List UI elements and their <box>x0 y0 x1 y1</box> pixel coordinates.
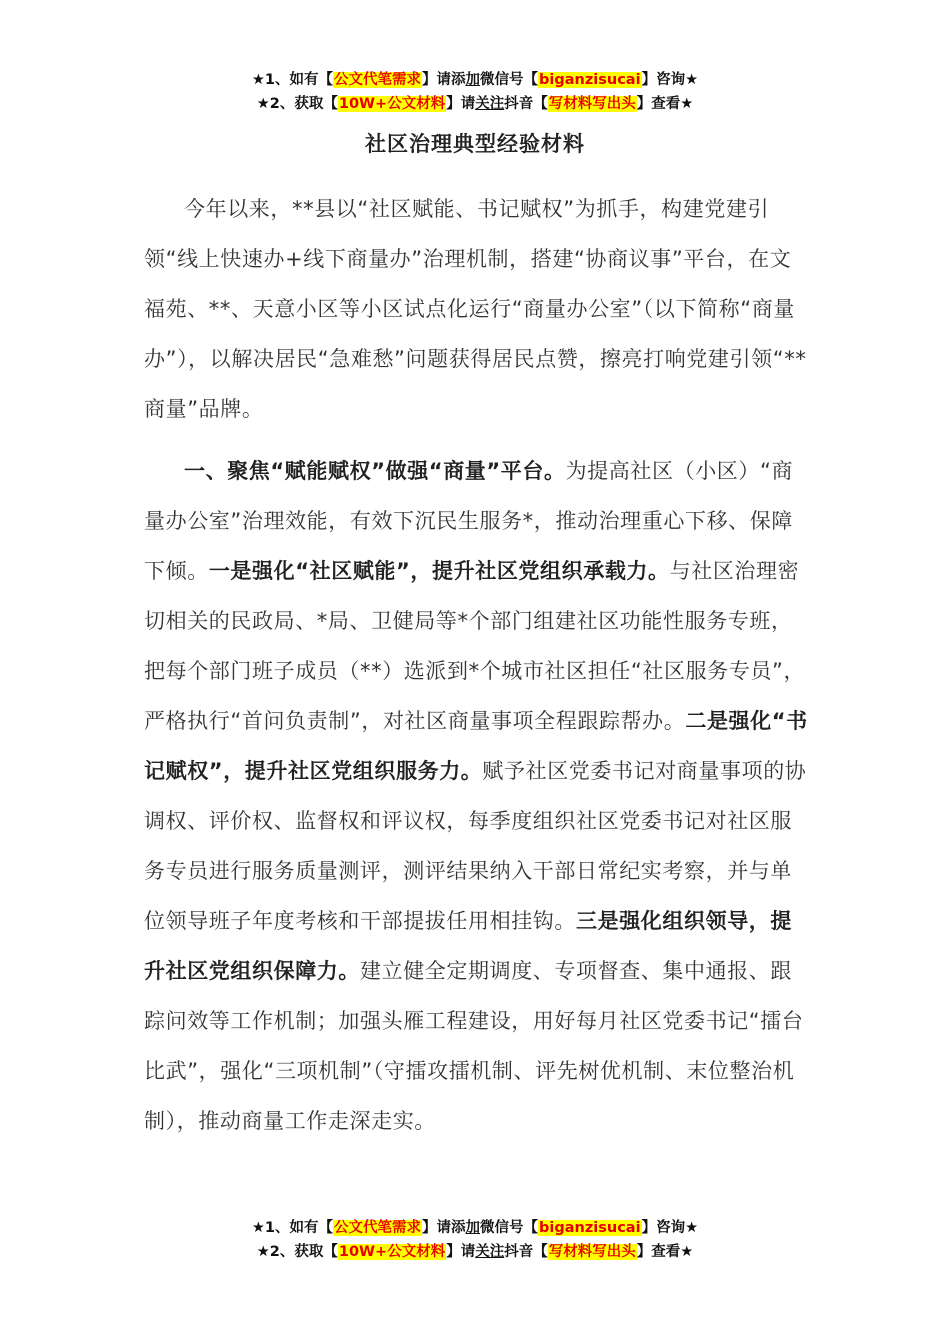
promo-line-2: ★2、获取【10W+公文材料】请关注抖音【写材料写出头】查看★ <box>256 96 694 112</box>
footer-promo-banner <box>0 1216 950 1264</box>
highlight-ghostwriting: 公文代笔需求 <box>334 72 422 88</box>
promo-line-2: ★2、获取【10W+公文材料】请关注抖音【写材料写出头】查看★ <box>256 1244 694 1260</box>
promo-line-1: ★1、如有【公文代笔需求】请添加微信号【biganzisucai】咨询★ <box>251 72 699 88</box>
section-1-paragraph: 一、聚焦“赋能赋权”做强“商量”平台。为提高社区（小区）“商量办公室”治理效能，有效下沉民生服务*，推动治理重心下移、保障下倾。一是强化“社区赋能”，提升社区党组织承载力。与社区治理密切相关的民政局、*局、卫健局等*个部门组建社区功能性服务专班，把每个部门班子成员（**）选派到*个城市社区担任“社区服务专员”，严格执行“首问负责制”，对社区商量事项全程跟踪帮办。二是强化“书记赋权”，提升社区党组织服务力。赋予社区党委书记对商量事项的协调权、评价权、监督权和评议权，每季度组织社区党委书记对社区服务专员进行服务质量测评，测评结果纳入干部日常纪实考察，并与单位领导班子年度考核和干部提拔任用相挂钩。三是强化组织领导，提升社区党组织保障力。建立健全定期调度、专项督查、集中通报、跟踪问效等工作机制；加强头雁工程建设，用好每月社区党委书记“擂台比武”，强化“三项机制”（守擂攻擂机制、评先树优机制、末位整治机制），推动商量工作走深走实。 <box>144 459 808 1133</box>
point-heading-3: 三是强化组织领导，提升社区党组织保障力。 <box>144 909 792 983</box>
highlight-wechat-id: biganzisucai <box>539 72 641 88</box>
highlight-ghostwriting: 公文代笔需求 <box>334 1220 422 1236</box>
promo-line-1: ★1、如有【公文代笔需求】请添加微信号【biganzisucai】咨询★ <box>251 1220 699 1236</box>
intro-paragraph: 今年以来，**县以“社区赋能、书记赋权”为抓手，构建党建引领“线上快速办+线下商量办”治理机制，搭建“协商议事”平台，在文福苑、**、天意小区等小区试点化运行“商量办公室”（以下简称“商量办”），以解决居民“急难愁”问题获得居民点赞，擦亮打响党建引领“**商量”品牌。 <box>144 197 807 421</box>
point-heading-1: 一是强化“社区赋能”，提升社区党组织承载力。 <box>208 559 670 583</box>
document-title: 社区治理典型经验材料 <box>365 132 585 156</box>
highlight-douyin: 写材料写出头 <box>548 1244 636 1260</box>
highlight-materials: 10W+公文材料 <box>338 96 446 112</box>
section-heading: 一、聚焦“赋能赋权”做强“商量”平台。 <box>184 459 566 483</box>
header-promo-banner <box>0 68 950 116</box>
highlight-wechat-id: biganzisucai <box>539 1220 641 1236</box>
highlight-materials: 10W+公文材料 <box>338 1244 446 1260</box>
point-heading-2: 二是强化“书记赋权”，提升社区党组织服务力。 <box>144 709 808 783</box>
highlight-douyin: 写材料写出头 <box>548 96 636 112</box>
